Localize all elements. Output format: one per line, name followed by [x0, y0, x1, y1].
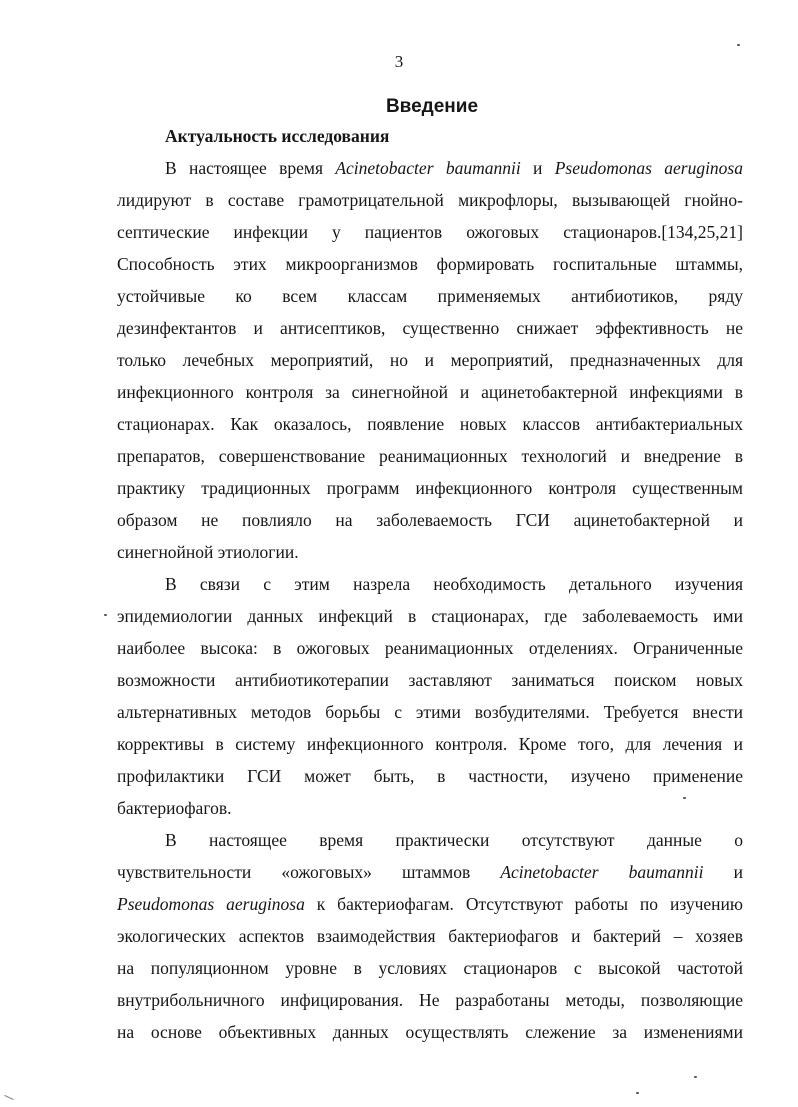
scan-speck [694, 1076, 697, 1078]
text-line: альтернативных методов борьбы с этими возбудителями. Требуется внести [117, 702, 743, 722]
text-line: В связи с этим назрела необходимость детального изучения [165, 574, 743, 594]
text-line: синегнойной этиологии. [117, 542, 299, 562]
text-line: В настоящее время Acinetobacter baumannii и Pseudomonas aeruginosa [165, 158, 743, 178]
text-line: коррективы в систему инфекционного контроля. Кроме того, для лечения и [117, 734, 743, 754]
text-line: внутрибольничного инфицирования. Не разработаны методы, позволяющие [117, 990, 743, 1010]
text-line: чувствительности «ожоговых» штаммов Acinetobacter baumannii и [117, 862, 743, 882]
text-line: образом не повлияло на заболеваемость ГСИ ацинетобактерной и [117, 510, 743, 530]
text-line: Pseudomonas aeruginosa к бактериофагам. Отсутствуют работы по изучению [117, 894, 743, 914]
scan-speck [104, 614, 107, 616]
text-line: наиболее высока: в ожоговых реанимационных отделениях. Ограниченные [117, 638, 743, 658]
text-line: практику традиционных программ инфекционного контроля существенным [117, 478, 743, 498]
subsection-title: Актуальность исследования [165, 126, 390, 146]
text-line: Способность этих микроорганизмов формировать госпитальные штаммы, [117, 254, 743, 274]
section-title: Введение [385, 96, 479, 117]
text-line: дезинфектантов и антисептиков, существенно снижает эффективность не [117, 318, 743, 338]
text-line: устойчивые ко всем классам применяемых антибиотиков, ряду [117, 286, 743, 306]
text-line: эпидемиологии данных инфекций в стационарах, где заболеваемость ими [117, 606, 743, 626]
text-line: на основе объективных данных осуществлять слежение за изменениями [117, 1022, 743, 1042]
text-line: стационарах. Как оказалось, появление новых классов антибактериальных [117, 414, 743, 434]
scan-speck [737, 44, 740, 46]
text-line: препаратов, совершенствование реанимационных технологий и внедрение в [117, 446, 743, 466]
scan-speck [683, 797, 686, 799]
text-line: бактериофагов. [117, 798, 232, 818]
text-line: только лечебных мероприятий, но и мероприятий, предназначенных для [117, 350, 743, 370]
text-line: септические инфекции у пациентов ожоговых стационаров.[134,25,21] [117, 222, 743, 242]
page-number: 3 [394, 52, 404, 71]
text-line: профилактики ГСИ может быть, в частности, изучено применение [117, 766, 743, 786]
scan-mark [4, 1095, 13, 1100]
scan-speck [636, 1092, 639, 1094]
text-line: лидируют в составе грамотрицательной микрофлоры, вызывающей гнойно- [117, 190, 743, 210]
text-line: на популяционном уровне в условиях стационаров с высокой частотой [117, 958, 743, 978]
text-line: экологических аспектов взаимодействия бактериофагов и бактерий – хозяев [117, 926, 743, 946]
text-line: инфекционного контроля за синегнойной и ацинетобактерной инфекциями в [117, 382, 743, 402]
text-line: возможности антибиотикотерапии заставляют заниматься поиском новых [117, 670, 743, 690]
text-line: В настоящее время практически отсутствуют данные о [165, 830, 743, 850]
